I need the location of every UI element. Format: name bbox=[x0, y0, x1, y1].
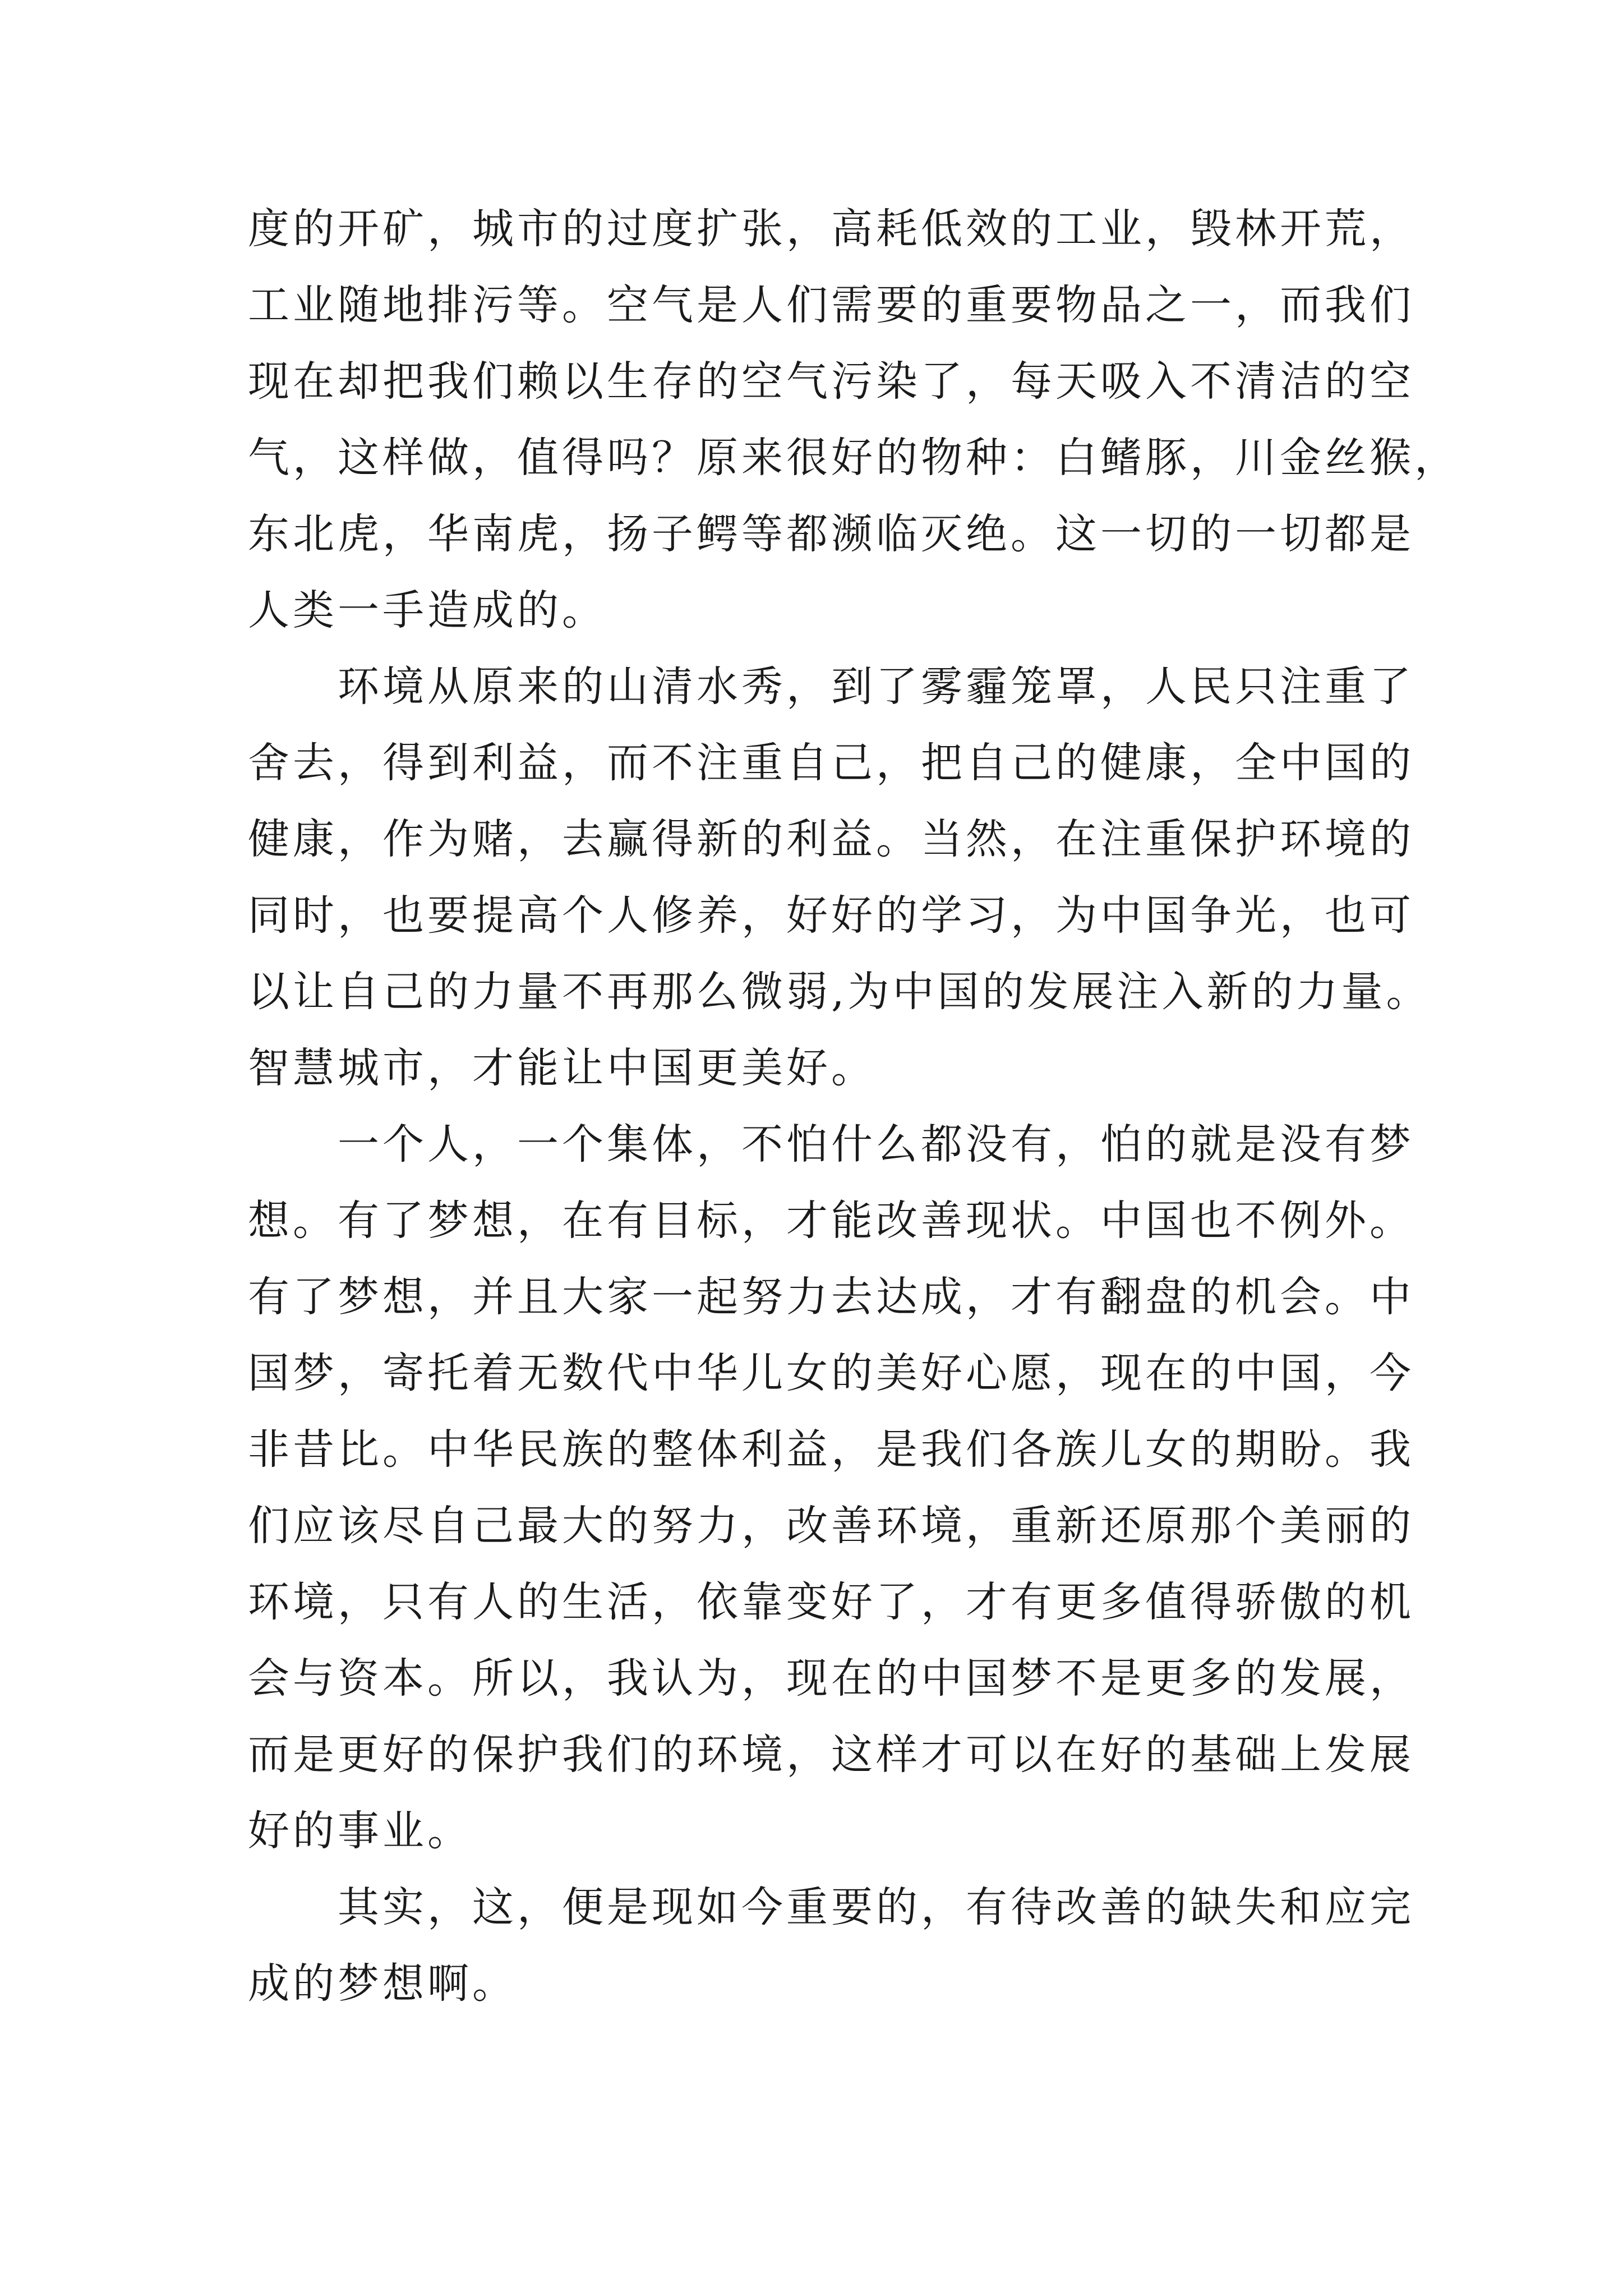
text-line: 其实，这，便是现如今重要的，有待改善的缺失和应完 bbox=[338, 1883, 1414, 1931]
paragraph-4 bbox=[248, 1869, 1414, 2022]
paragraph-3 bbox=[248, 1106, 1414, 1869]
text-line: 国梦，寄托着无数代中华儿女的美好心愿，现在的中国，今 bbox=[248, 1349, 1414, 1397]
text-line: 非昔比。中华民族的整体利益，是我们各族儿女的期盼。我 bbox=[248, 1425, 1414, 1474]
text-line: 智慧城市，才能让中国更美好。 bbox=[248, 1044, 876, 1092]
text-line: 成的梦想啊。 bbox=[248, 1959, 517, 2008]
text-line: 们应该尽自己最大的努力，改善环境，重新还原那个美丽的 bbox=[248, 1502, 1414, 1550]
text-line: 而是更好的保护我们的环境，这样才可以在好的基础上发展 bbox=[248, 1731, 1414, 1779]
text-line: 度的开矿，城市的过度扩张，高耗低效的工业，毁林开荒， bbox=[248, 205, 1414, 253]
document-body bbox=[248, 191, 1459, 2022]
paragraph-2 bbox=[248, 648, 1431, 1106]
text-line: 会与资本。所以，我认为，现在的中国梦不是更多的发展， bbox=[248, 1654, 1414, 1703]
text-line: 一个人，一个集体，不怕什么都没有，怕的就是没有梦 bbox=[338, 1120, 1414, 1168]
text-line: 同时，也要提高个人修养，好好的学习，为中国争光，也可 bbox=[248, 891, 1414, 940]
text-line: 人类一手造成的。 bbox=[248, 586, 607, 634]
paragraph-1 bbox=[248, 191, 1459, 648]
text-line: 工业随地排污等。空气是人们需要的重要物品之一，而我们 bbox=[248, 281, 1414, 329]
text-line: 好的事业。 bbox=[248, 1807, 472, 1855]
text-line: 有了梦想，并且大家一起努力去达成，才有翻盘的机会。中 bbox=[248, 1273, 1414, 1321]
text-line: 健康，作为赌，去赢得新的利益。当然，在注重保护环境的 bbox=[248, 815, 1414, 863]
text-line: 环境，只有人的生活，依靠变好了，才有更多值得骄傲的机 bbox=[248, 1578, 1414, 1626]
text-line: 东北虎，华南虎，扬子鳄等都濒临灭绝。这一切的一切都是 bbox=[248, 510, 1414, 558]
text-line: 现在却把我们赖以生存的空气污染了，每天吸入不清洁的空 bbox=[248, 357, 1414, 406]
text-line: 舍去，得到利益，而不注重自己，把自己的健康，全中国的 bbox=[248, 739, 1414, 787]
text-line: 想。有了梦想，在有目标，才能改善现状。中国也不例外。 bbox=[248, 1197, 1414, 1245]
text-line: 环境从原来的山清水秀，到了雾霾笼罩，人民只注重了 bbox=[338, 662, 1414, 711]
text-line: 气，这样做，值得吗？原来很好的物种：白鳍豚，川金丝猴， bbox=[248, 434, 1459, 482]
text-line: 以让自己的力量不再那么微弱,为中国的发展注入新的力量。 bbox=[248, 968, 1431, 1016]
